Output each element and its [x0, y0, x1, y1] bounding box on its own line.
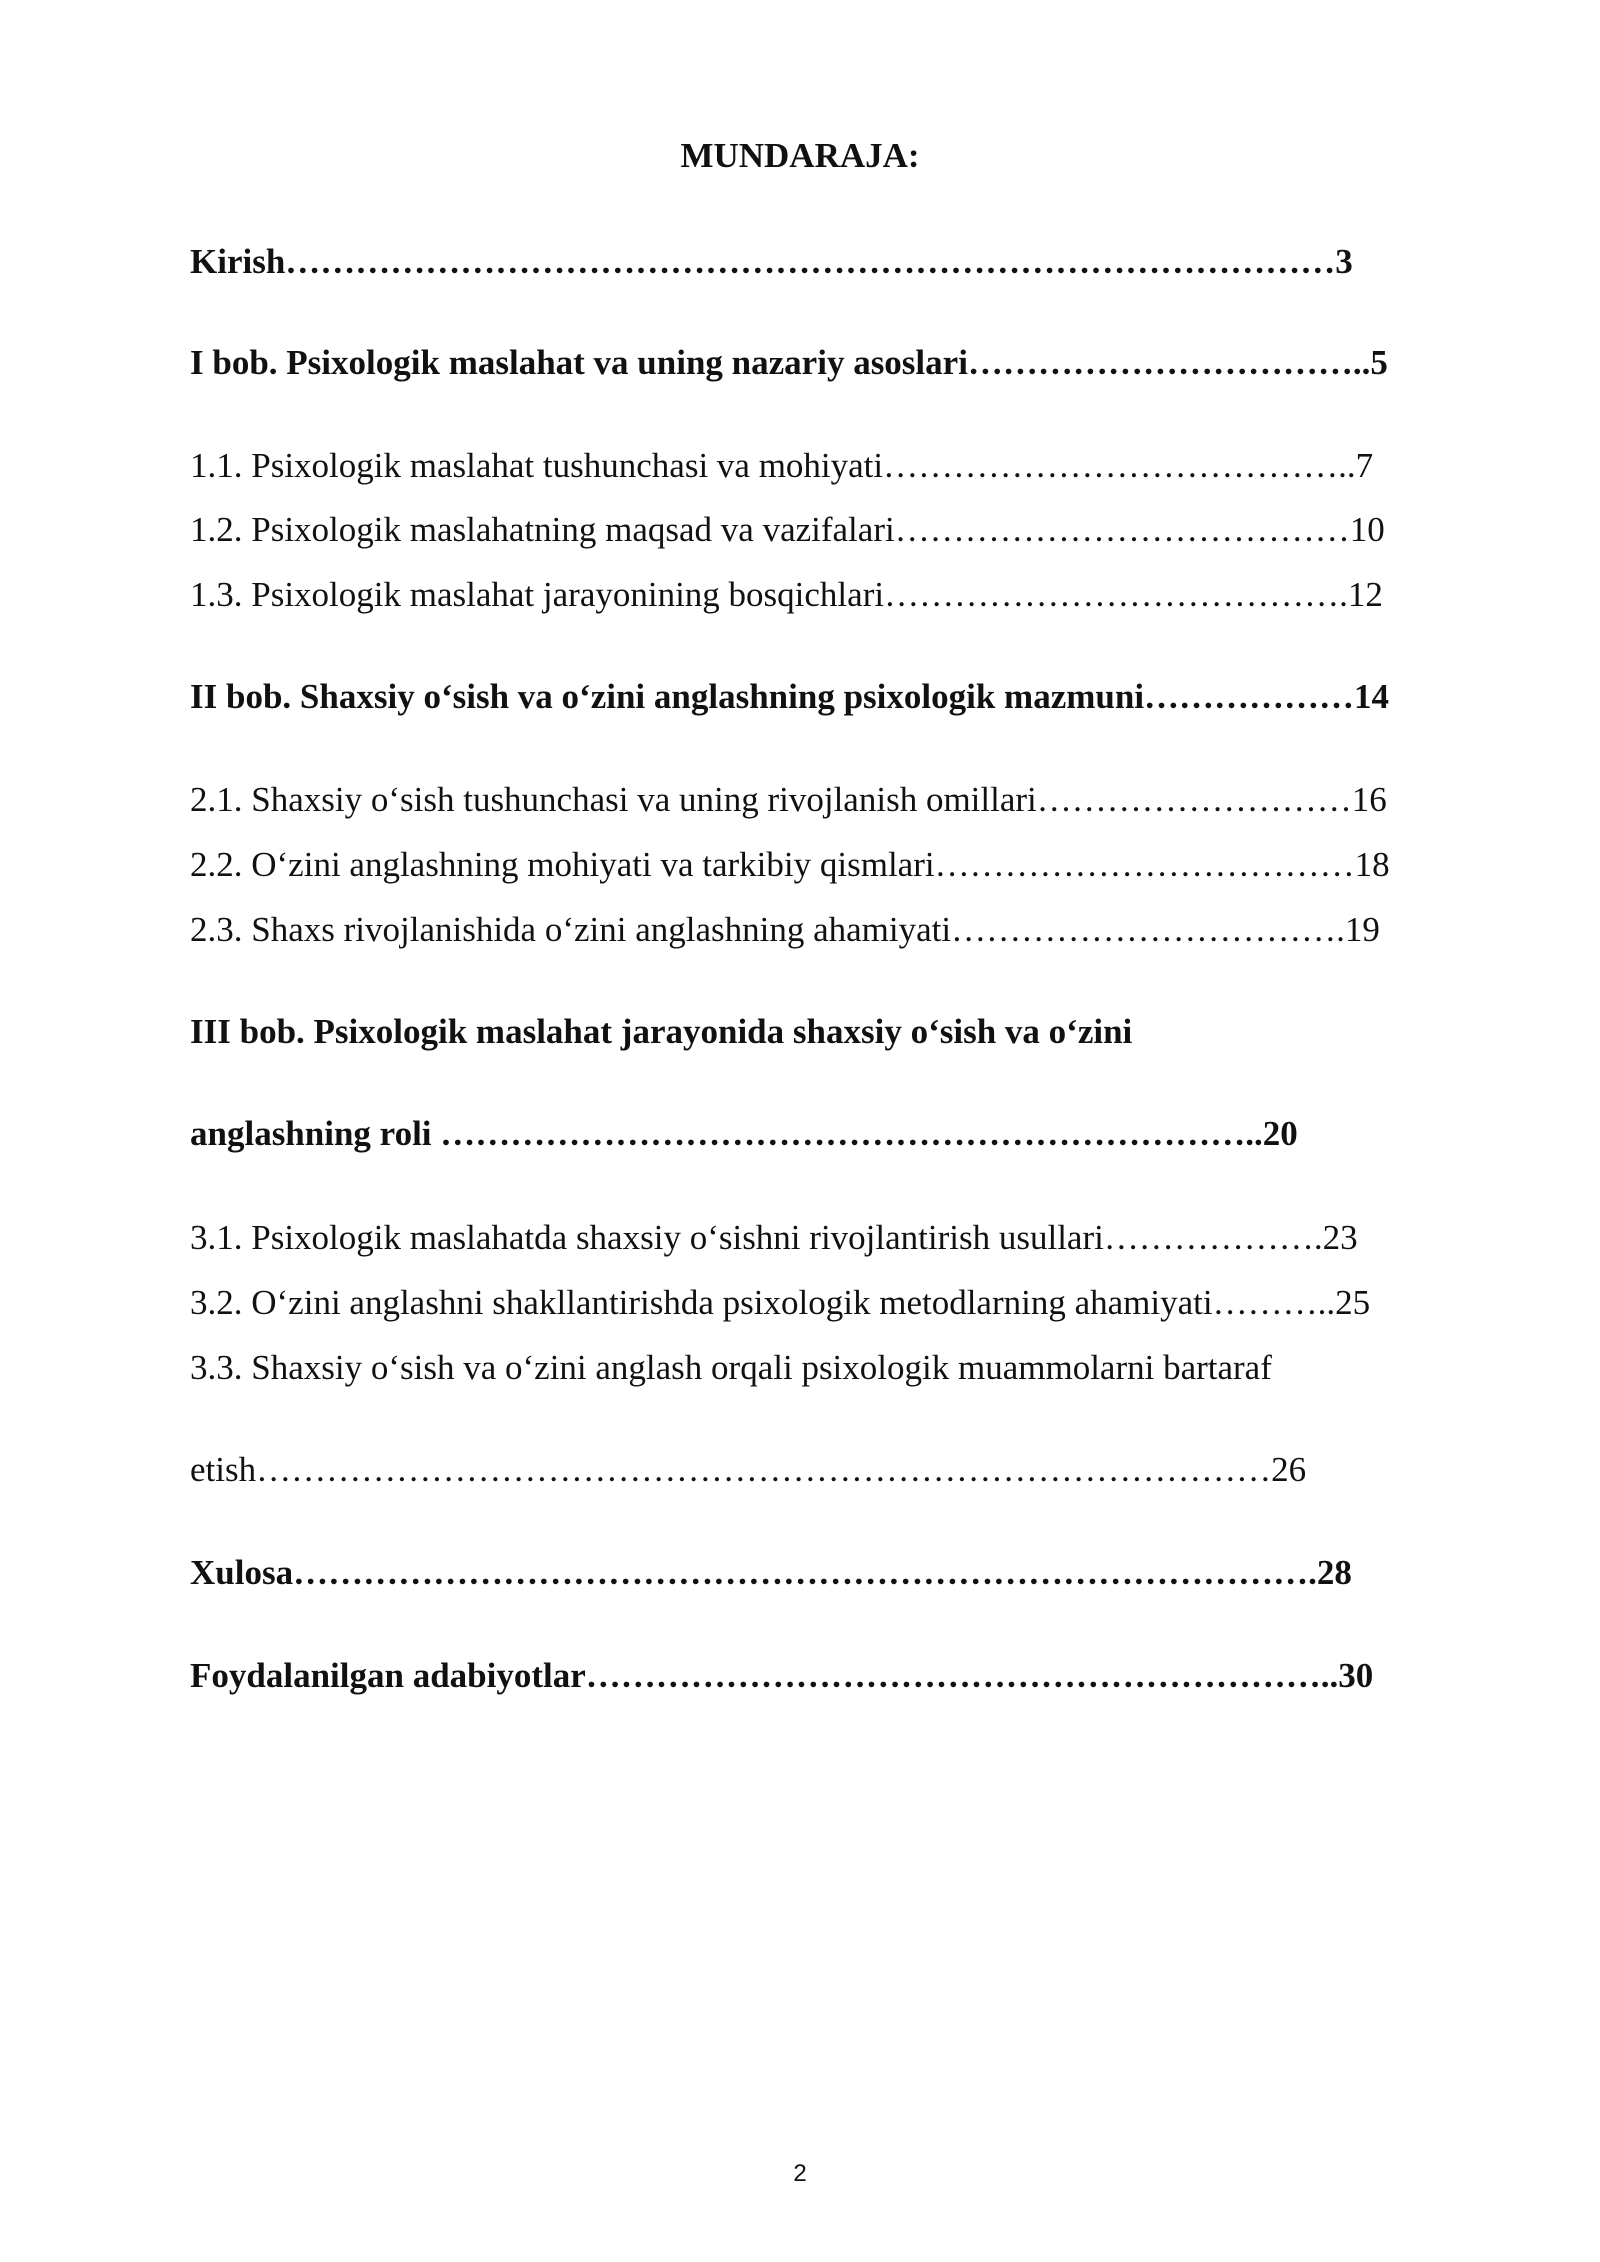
toc-entry-2-1: 2.1. Shaxsiy o‘sish tushunchasi va uning rivojlanish omillari………………………16 — [190, 780, 1387, 819]
page-number: 2 — [793, 2160, 807, 2187]
toc-entry-xulosa: Xulosa…………………………………………………………………………….28 — [190, 1553, 1352, 1592]
toc-entry-3-3-line-1: 3.3. Shaxsiy o‘sish va o‘zini anglash orqali psixologik muammolarni bartaraf — [190, 1348, 1272, 1387]
toc-entry-2-3: 2.3. Shaxs rivojlanishida o‘zini anglashning ahamiyati…………………………….19 — [190, 910, 1380, 949]
toc-entry-2-2: 2.2. O‘zini anglashning mohiyati va tarkibiy qismlari………………………………18 — [190, 845, 1390, 884]
toc-entry-1-1: 1.1. Psixologik maslahat tushunchasi va mohiyati…………………………………..7 — [190, 446, 1374, 485]
toc-entry-chapter-2: II bob. Shaxsiy o‘sish va o‘zini anglashning psixologik mazmuni………………14 — [190, 677, 1390, 716]
toc-entry-adabiyotlar: Foydalanilgan adabiyotlar………………………………………………………..30 — [190, 1656, 1374, 1695]
toc-entry-1-2: 1.2. Psixologik maslahatning maqsad va vazifalari…………………………………10 — [190, 510, 1385, 549]
toc-entry-chapter-3-line-1: III bob. Psixologik maslahat jarayonida shaxsiy o‘sish va o‘zini — [190, 1012, 1133, 1051]
toc-entry-1-3: 1.3. Psixologik maslahat jarayonining bosqichlari………………………………….12 — [190, 575, 1383, 614]
toc-entry-chapter-1: I bob. Psixologik maslahat va uning nazariy asoslari……………………………..5 — [190, 343, 1388, 382]
page-title: MUNDARAJA: — [680, 136, 920, 175]
toc-entry-3-3-line-2: etish……………………………………………………………………………26 — [190, 1450, 1307, 1489]
toc-entry-kirish: Kirish………………………………………………………………………………3 — [190, 242, 1353, 281]
toc-entry-3-1: 3.1. Psixologik maslahatda shaxsiy o‘sishni rivojlantirish usullari……………….23 — [190, 1218, 1358, 1257]
toc-entry-3-2: 3.2. O‘zini anglashni shakllantirishda psixologik metodlarning ahamiyati………..25 — [190, 1283, 1371, 1322]
toc-entry-chapter-3-line-2: anglashning roli ……………………………………………………………..20 — [190, 1114, 1298, 1153]
